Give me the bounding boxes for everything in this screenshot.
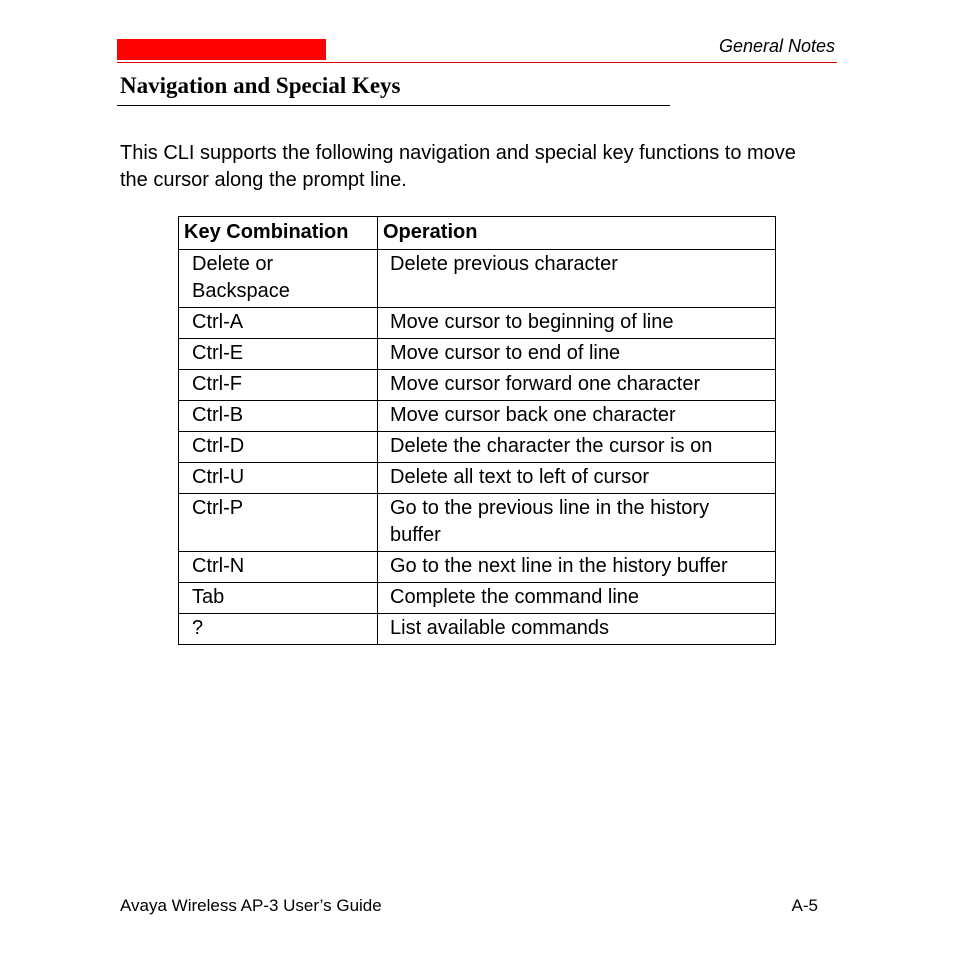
table-row (179, 463, 776, 494)
operation-cell: Move cursor back one character (378, 401, 776, 432)
table-row (179, 432, 776, 463)
key-cell: Ctrl-E (179, 339, 378, 370)
operation-cell: Go to the previous line in the history buffer (378, 494, 776, 552)
footer-page-number: A-5 (791, 896, 818, 915)
operation-cell: Delete the character the cursor is on (378, 432, 776, 463)
table-row (179, 401, 776, 432)
operation-cell: Go to the next line in the history buffer (378, 552, 776, 583)
key-cell: ? (179, 614, 378, 645)
operation-cell: Move cursor to end of line (378, 339, 776, 370)
key-cell: Ctrl-B (179, 401, 378, 432)
key-cell: Ctrl-F (179, 370, 378, 401)
key-cell: Ctrl-D (179, 432, 378, 463)
key-cell: Ctrl-U (179, 463, 378, 494)
table-row (179, 494, 776, 552)
header-accent-bar (117, 39, 326, 60)
header-divider (117, 62, 837, 63)
table-row (179, 308, 776, 339)
column-header-operation: Operation (378, 217, 776, 250)
table-row (179, 583, 776, 614)
operation-cell: Delete previous character (378, 250, 776, 308)
table-row (179, 339, 776, 370)
operation-cell: Move cursor forward one character (378, 370, 776, 401)
key-table (178, 216, 776, 645)
table-row (179, 552, 776, 583)
operation-cell: Delete all text to left of cursor (378, 463, 776, 494)
table-row (179, 614, 776, 645)
running-header-title: General Notes (718, 36, 835, 56)
table-row (179, 250, 776, 308)
section-title-underline (117, 105, 670, 106)
table-row (179, 370, 776, 401)
column-header-key: Key Combination (179, 217, 378, 250)
key-cell: Ctrl-P (179, 494, 378, 552)
key-cell: Ctrl-A (179, 308, 378, 339)
key-cell: Tab (179, 583, 378, 614)
key-cell: Delete or Backspace (179, 250, 378, 308)
section-title: Navigation and Special Keys (120, 73, 401, 98)
key-cell: Ctrl-N (179, 552, 378, 583)
operation-cell: Move cursor to beginning of line (378, 308, 776, 339)
intro-paragraph: This CLI supports the following navigation and special key functions to move the cursor along the prompt line. (120, 142, 796, 191)
operation-cell: List available commands (378, 614, 776, 645)
footer-document-title: Avaya Wireless AP-3 User’s Guide (120, 896, 382, 915)
operation-cell: Complete the command line (378, 583, 776, 614)
table-header-row (179, 217, 776, 250)
